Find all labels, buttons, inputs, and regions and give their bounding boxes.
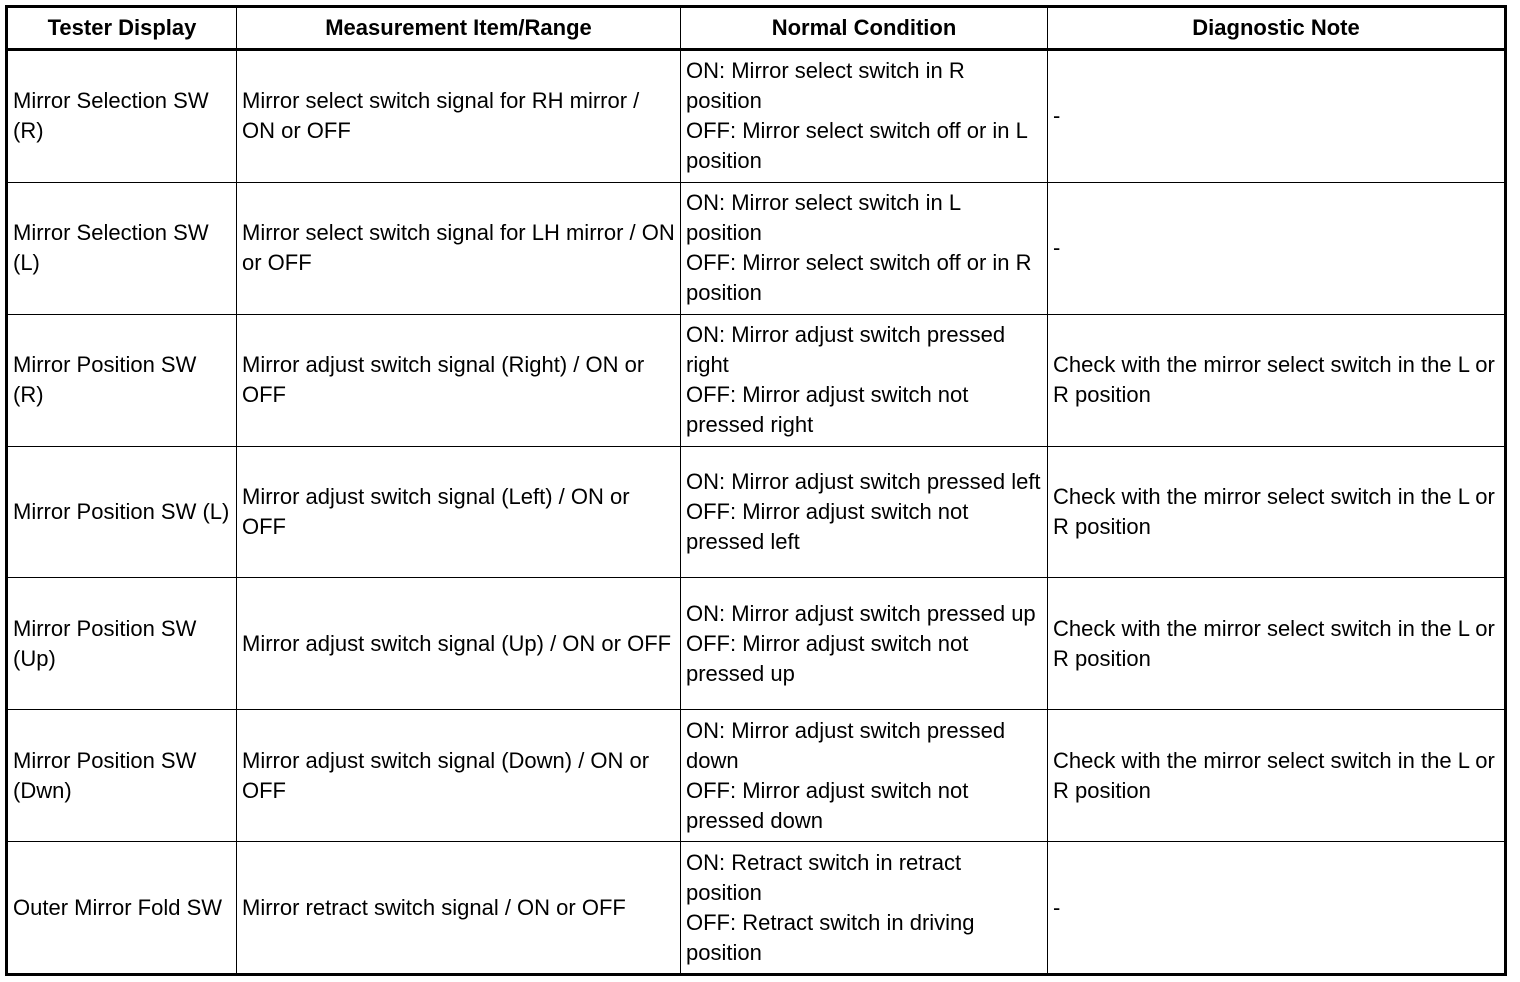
- table-row: [7, 578, 1506, 710]
- measurement-cell: Mirror select switch signal for RH mirror / ON or OFF: [237, 50, 681, 183]
- normal-off-text: OFF: Mirror adjust switch not pressed right: [686, 382, 969, 438]
- tester-display-cell: Mirror Position SW (R): [7, 314, 237, 446]
- header-diagnostic-note: Diagnostic Note: [1048, 7, 1506, 50]
- normal-on-text: ON: Mirror select switch in L position: [686, 190, 961, 246]
- normal-on-text: ON: Mirror adjust switch pressed down: [686, 717, 1006, 773]
- normal-off-text: OFF: Mirror adjust switch not pressed left: [686, 498, 969, 554]
- table-header-row: [7, 7, 1506, 50]
- normal-off-text: OFF: Mirror select switch off or in L position: [686, 118, 1028, 174]
- normal-on-text: ON: Retract switch in retract position: [686, 849, 962, 905]
- normal-condition-cell: [681, 314, 1048, 446]
- normal-off-text: OFF: Mirror adjust switch not pressed down: [686, 777, 969, 833]
- tester-display-cell: Mirror Selection SW (R): [7, 50, 237, 183]
- normal-condition-cell: [681, 50, 1048, 183]
- normal-condition-cell: [681, 446, 1048, 578]
- header-tester-display: Tester Display: [7, 7, 237, 50]
- measurement-cell: Mirror retract switch signal / ON or OFF: [237, 842, 681, 975]
- normal-on-text: ON: Mirror adjust switch pressed left: [686, 468, 1041, 494]
- tester-display-cell: Mirror Selection SW (L): [7, 182, 237, 314]
- header-normal-condition: Normal Condition: [681, 7, 1048, 50]
- normal-condition-cell: [681, 842, 1048, 975]
- measurement-cell: Mirror select switch signal for LH mirror / ON or OFF: [237, 182, 681, 314]
- diagnostic-data-table: [5, 5, 1507, 976]
- normal-condition-cell: [681, 578, 1048, 710]
- diagnostic-note-cell: Check with the mirror select switch in the L or R position: [1048, 446, 1506, 578]
- normal-off-text: OFF: Mirror select switch off or in R position: [686, 250, 1032, 306]
- tester-display-cell: Outer Mirror Fold SW: [7, 842, 237, 975]
- table-row: [7, 50, 1506, 183]
- normal-off-text: OFF: Retract switch in driving position: [686, 909, 975, 965]
- normal-on-text: ON: Mirror adjust switch pressed right: [686, 322, 1006, 378]
- normal-condition-cell: [681, 182, 1048, 314]
- tester-display-cell: Mirror Position SW (L): [7, 446, 237, 578]
- normal-condition-cell: [681, 710, 1048, 842]
- measurement-cell: Mirror adjust switch signal (Down) / ON or OFF: [237, 710, 681, 842]
- measurement-cell: Mirror adjust switch signal (Up) / ON or OFF: [237, 578, 681, 710]
- table-row: [7, 710, 1506, 842]
- table-row: [7, 842, 1506, 975]
- normal-on-text: ON: Mirror select switch in R position: [686, 58, 965, 114]
- table-row: [7, 446, 1506, 578]
- diagnostic-note-cell: Check with the mirror select switch in the L or R position: [1048, 710, 1506, 842]
- diagnostic-note-cell: Check with the mirror select switch in the L or R position: [1048, 314, 1506, 446]
- tester-display-cell: Mirror Position SW (Dwn): [7, 710, 237, 842]
- normal-off-text: OFF: Mirror adjust switch not pressed up: [686, 630, 969, 686]
- diagnostic-note-cell: -: [1048, 842, 1506, 975]
- measurement-cell: Mirror adjust switch signal (Right) / ON or OFF: [237, 314, 681, 446]
- tester-display-cell: Mirror Position SW (Up): [7, 578, 237, 710]
- table-row: [7, 182, 1506, 314]
- diagnostic-note-cell: -: [1048, 182, 1506, 314]
- diagnostic-note-cell: -: [1048, 50, 1506, 183]
- table-row: [7, 314, 1506, 446]
- diagnostic-note-cell: Check with the mirror select switch in the L or R position: [1048, 578, 1506, 710]
- header-measurement-item: Measurement Item/Range: [237, 7, 681, 50]
- measurement-cell: Mirror adjust switch signal (Left) / ON or OFF: [237, 446, 681, 578]
- normal-on-text: ON: Mirror adjust switch pressed up: [686, 600, 1036, 626]
